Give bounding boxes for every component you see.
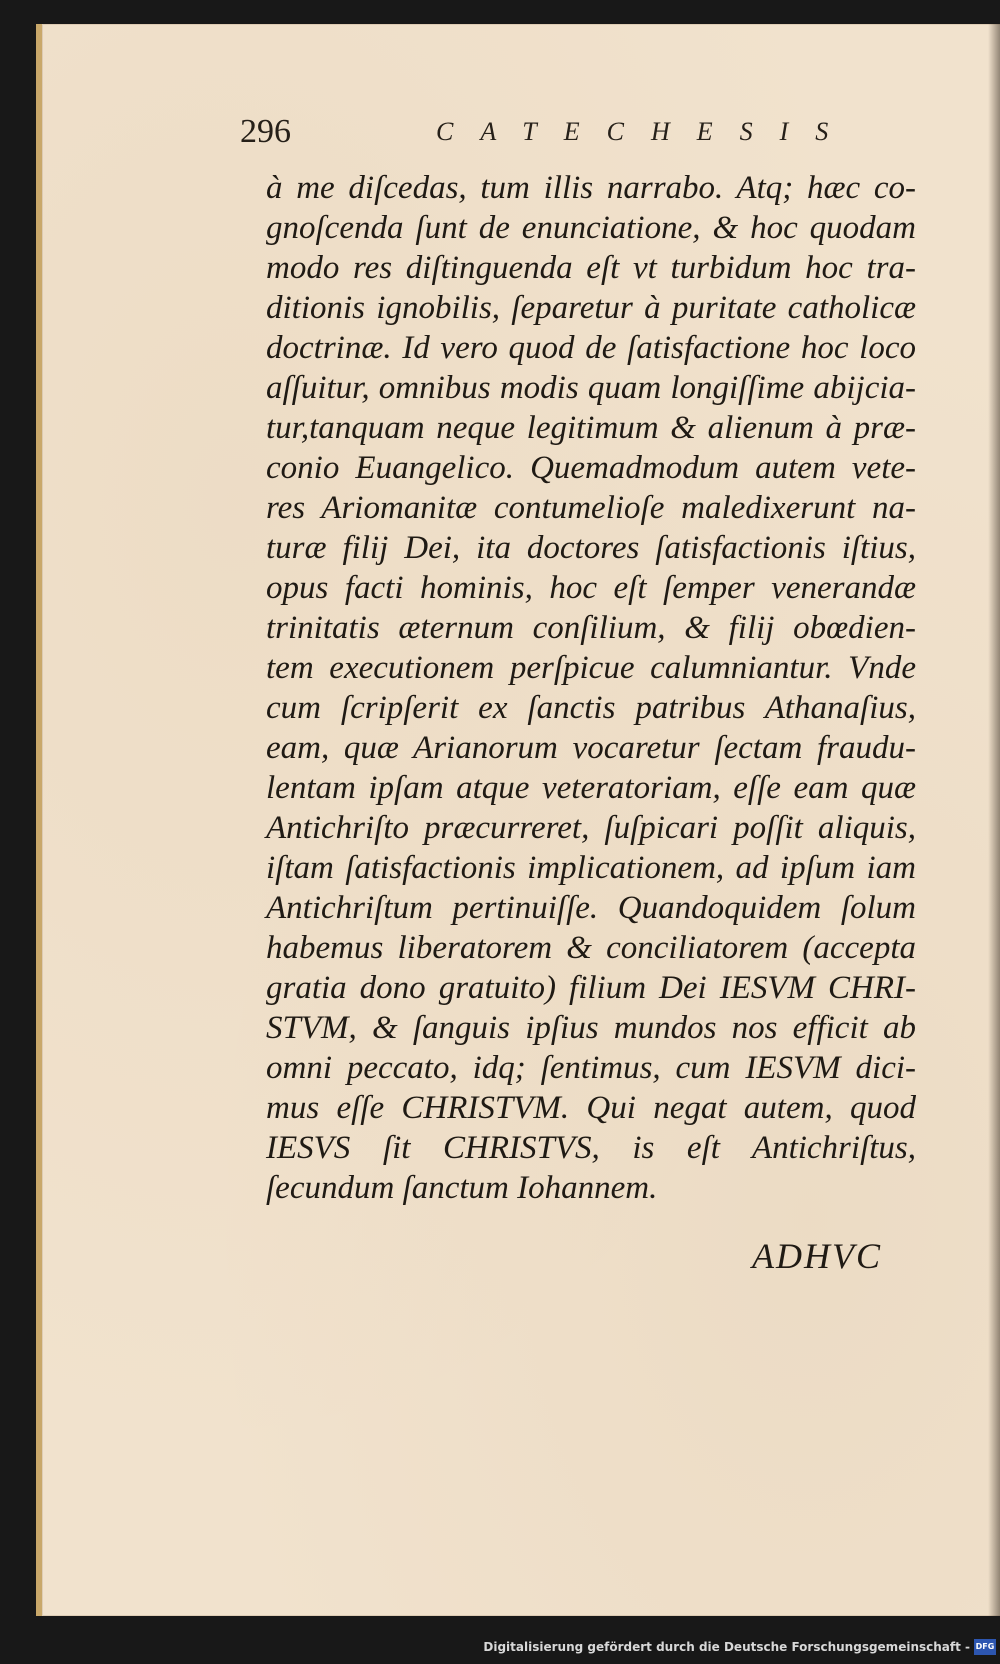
text-line: STVM, & ſanguis ipſius mundos nos efficit ab	[266, 1010, 916, 1046]
body-text	[266, 168, 916, 1208]
catchword: ADHVC	[752, 1236, 882, 1276]
running-title: CATECHESIS	[436, 117, 856, 146]
text-line: à me diſcedas, tum illis narrabo. Atq; hæc co-	[266, 170, 916, 206]
text-line: res Ariomanitæ contumelioſe maledixerunt na-	[266, 490, 916, 526]
text-line: conio Euangelico. Quemadmodum autem vete-	[266, 450, 916, 486]
text-line: ditionis ignobilis, ſeparetur à puritate catholicæ	[266, 290, 916, 326]
text-line: eam, quæ Arianorum vocaretur ſectam fraudu-	[266, 730, 916, 766]
text-line: trinitatis æternum conſilium, & filij obœdien-	[266, 610, 916, 646]
text-line: cum ſcripſerit ex ſanctis patribus Athanaſius,	[266, 690, 916, 726]
text-line: Antichriſtum pertinuiſſe. Quandoquidem ſolum	[266, 890, 916, 926]
text-line: gratia dono gratuito) filium Dei IESVM CHRI-	[266, 970, 916, 1006]
text-line: modo res diſtinguenda eſt vt turbidum hoc tra-	[266, 250, 916, 286]
text-line: doctrinæ. Id vero quod de ſatisfactione hoc loco	[266, 330, 916, 366]
text-line: mus eſſe CHRISTVM. Qui negat autem, quod	[266, 1090, 916, 1126]
text-line: turæ filij Dei, ita doctores ſatisfactionis iſtius,	[266, 530, 916, 566]
text-line: omni peccato, idq; ſentimus, cum IESVM dici-	[266, 1050, 916, 1086]
text-line: ſecundum ſanctum Iohannem.	[266, 1170, 658, 1206]
dfg-logo: DFG	[974, 1639, 996, 1655]
digitization-footer	[0, 1634, 1000, 1664]
text-line: gnoſcenda ſunt de enunciatione, & hoc quodam	[266, 210, 916, 246]
text-line: tur,tanquam neque legitimum & alienum à præ-	[266, 410, 916, 446]
text-line: habemus liberatorem & conciliatorem (accepta	[266, 930, 916, 966]
text-line: IESVS ſit CHRISTVS, is eſt Antichriſtus,	[266, 1130, 916, 1166]
text-line: aſſuitur, omnibus modis quam longiſſime abijcia-	[266, 370, 916, 406]
text-line: opus facti hominis, hoc eſt ſemper venerandæ	[266, 570, 916, 606]
text-line: Antichriſto præcurreret, ſuſpicari poſſit aliquis,	[266, 810, 916, 846]
page-number: 296	[240, 113, 291, 150]
text-line: lentam ipſam atque veteratoriam, eſſe eam quæ	[266, 770, 916, 806]
running-head	[240, 113, 880, 153]
text-line: tem executionem perſpicue calumniantur. Vnde	[266, 650, 916, 686]
text-line: iſtam ſatisfactionis implicationem, ad ipſum iam	[266, 850, 916, 886]
page-edge-shadow	[988, 24, 1000, 1616]
funding-credit: Digitalisierung gefördert durch die Deutsche Forschungsgemeinschaft -	[483, 1640, 970, 1654]
